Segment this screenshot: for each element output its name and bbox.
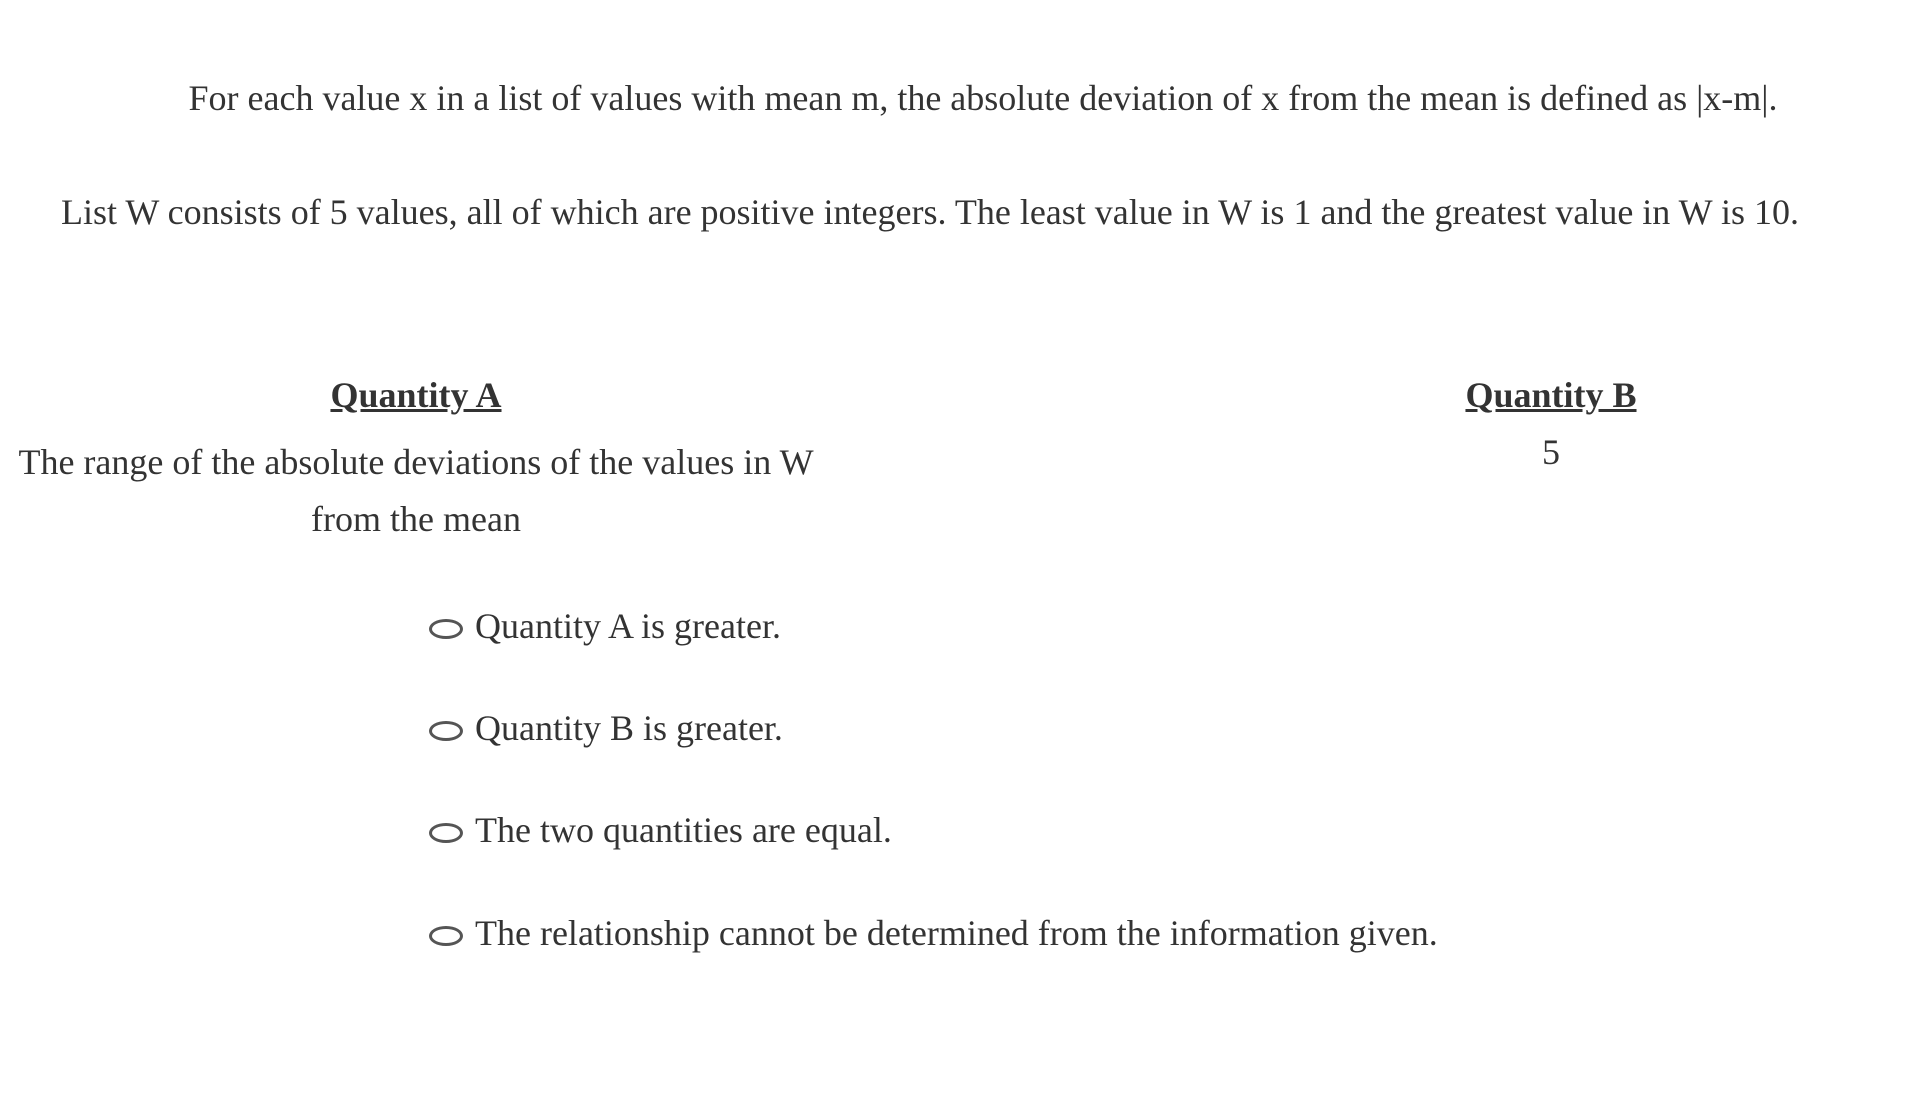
definition-text: For each value x in a list of values with mean m, the absolute deviation of x from the mean is defined as |x-m|. bbox=[188, 78, 1778, 118]
option-label: Quantity B is greater. bbox=[475, 708, 783, 748]
quantity-b-text: 5 bbox=[1542, 432, 1560, 472]
radio-icon[interactable] bbox=[429, 619, 463, 639]
radio-icon[interactable] bbox=[429, 721, 463, 741]
option-equal[interactable] bbox=[429, 812, 892, 848]
quantity-a-text: The range of the absolute deviations of the values in W from the mean bbox=[18, 442, 814, 539]
quantity-a-heading: Quantity A bbox=[330, 375, 502, 415]
option-label: The two quantities are equal. bbox=[475, 810, 892, 850]
quantity-b-heading: Quantity B bbox=[1465, 375, 1637, 415]
setup-text: List W consists of 5 values, all of which are positive integers. The least value in W is 1 and the greatest value in W is 10. bbox=[61, 192, 1799, 232]
option-b-greater[interactable] bbox=[429, 710, 783, 746]
option-a-greater[interactable] bbox=[429, 608, 781, 644]
radio-icon[interactable] bbox=[429, 823, 463, 843]
option-cannot-determine[interactable] bbox=[429, 915, 1438, 951]
radio-icon[interactable] bbox=[429, 926, 463, 946]
option-label: The relationship cannot be determined from the information given. bbox=[475, 913, 1438, 953]
option-label: Quantity A is greater. bbox=[475, 606, 781, 646]
